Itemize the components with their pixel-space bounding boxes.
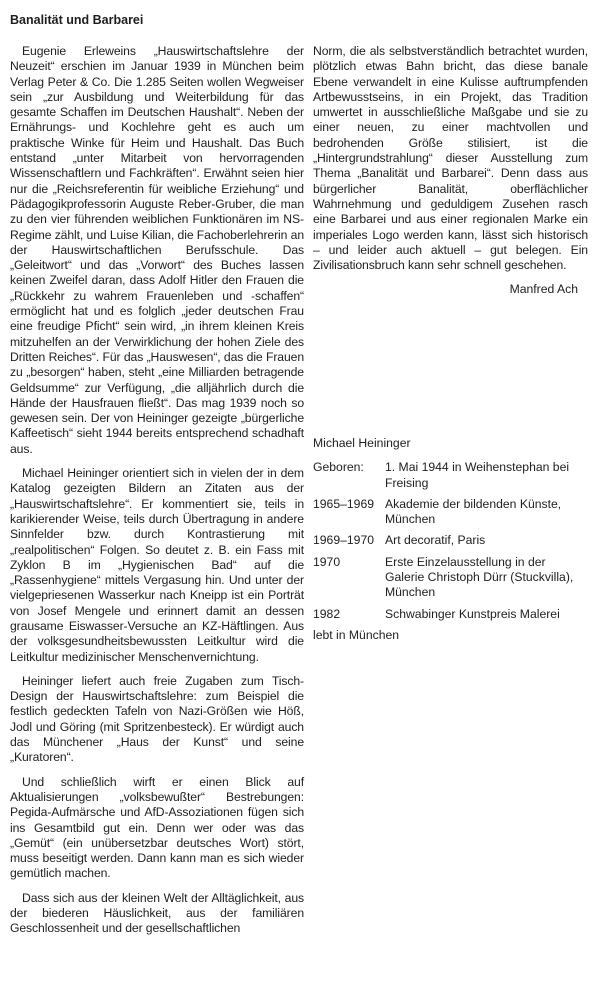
paragraph-5: Dass sich aus der kleinen Welt der Alltäglichkeit, aus der biederen Häuslichkeit, aus der familiären Geschlossenheit und der gesellschaftlichen xyxy=(10,890,304,936)
author-signature: Manfred Ach xyxy=(509,282,578,297)
bio-entry xyxy=(313,555,588,601)
bio-label: 1970 xyxy=(313,554,341,569)
article-title: Banalität und Barbarei xyxy=(10,13,144,27)
left-column xyxy=(10,44,304,946)
bio-label: 1969–1970 xyxy=(313,533,375,548)
bio-value: Erste Einzelausstellung in der Galerie Christoph Dürr (Stuckvilla), München xyxy=(385,554,574,600)
bio-entry xyxy=(313,607,588,622)
bio-footer: lebt in München xyxy=(313,627,400,642)
paragraph-4: Und schließlich wirft er einen Blick auf Aktualisierungen „volksbewußter“ Bestrebungen: Pegida-Aufmärsche und AfD-Assoziationen fügen sich ins Gesamtbild gut ein. Denn wer oder was das „Gemüt“ (ein unübersetzbar deutsches Wort) stört, muss beseitigt werden. Dann kann man es sich wieder gemütlich machen. xyxy=(10,774,304,881)
bio-entry xyxy=(313,533,588,548)
bio-value: Akademie der bildenden Künste, München xyxy=(385,496,562,527)
bio-name: Michael Heininger xyxy=(313,436,411,450)
paragraph-continued: Norm, die als selbstverständlich betrachtet wurden, plötzlich etwas Bahn bricht, das diese banale Ebene verwandelt in eine Kulisse auftrumpfenden Artbewusstseins, in ein Projekt, das Tradition umwertet in ausschließliche Maßgabe und sie zu einer neuen, zu einer machtvollen und bedrohenden Größe stilisiert, ist die „Hintergrundstrahlung“ dieser Ausstellung zum Thema „Banalität und Barbarei“. Denn dass aus bürgerlicher Banalität, oberflächlicher Wahrnehmung und geduldigem Zusehen rasch eine Barbarei und aus einer regionalen Marke ein imperiales Logo werden kann, lässt sich historisch – und leider auch aktuell – gut belegen. Ein Zivilisationsbruch kann sehr schnell geschehen. xyxy=(313,44,588,273)
right-column xyxy=(313,44,588,298)
bio-entry xyxy=(313,460,588,491)
bio-label: Geboren: xyxy=(313,460,364,475)
artist-bio xyxy=(313,436,588,643)
paragraph-1: Eugenie Erleweins „Hauswirtschaftslehre der Neuzeit“ erschien im Januar 1939 in München beim Verlag Peter & Co. Die 1.285 Seiten wollen Wegweiser sein „zur Ausbildung und Weiterbildung für das gesamte Schaffen im Deutschen Haushalt“. Neben der Ernährungs- und Kochlehre geht es auch um praktische Winke für Heim und Haushalt. Das Buch entstand „unter Mitarbeit von hervorragenden Wissenschaftlern und Fachkräften“. Erwähnt seien hier nur die „Reichsreferentin für weibliche Erziehung“ und Pädagogikprofessorin Auguste Reber-Gruber, die man zu den vier führenden weiblichen Funktionären im NS-Regime zählt, und Luise Kilian, die Fachoberlehrerin an der Hauswirtschaftlichen Berufsschule. Das „Geleitwort“ und das „Vorwort“ des Buches lassen keinen Zweifel daran, dass Adolf Hitler den Frauen die „Rückkehr zu wahrem Frauenleben und -schaffen“ ermöglicht hat und es folglich „jeder deutschen Frau eine freudige Pficht“ sein wird, „in ihrem kleinen Kreis mitzuhelfen an der Verwirklichung der hohen Ziele des Dritten Reiches“. Für das „Hauswesen“, das die Frauen zu „besorgen“ haben, steht „eine Milliarden betragende Geldsumme“ zur Verfügung, „die alljährlich durch die Hände der Hausfrauen fließt“. Das mag 1939 noch so gewesen sein. Der von Heininger gezeigte „bürgerliche Kaffeetisch“ sieht 1944 bereits entsprechend schadhaft aus. xyxy=(10,44,304,456)
paragraph-2: Michael Heininger orientiert sich in vielen der in dem Katalog gezeigten Bildern an Zitaten aus der „Hauswirtschaftslehre“. Er kommentiert sie, teils in karikierender Weise, teils durch Übertragung in andere Sinnfelder bzw. durch Kontrastierung mit „realpolitischen“ Folgen. So deutet z. B. ein Fass mit Zyklon B im „Hygienischen Bad“ auf die „Rassenhygiene“ mittels Vergasung hin. Und unter der vielgepriesenen Wasserkur nach Kneipp ist ein Porträt von Josef Mengele und erinnert damit an dessen grausame Eiswasser-Versuche an KZ-Häftlingen. Aus der volksgesundheitsbewussten Leitkultur wird die Leitkultur medizinischer Menschenvernichtung. xyxy=(10,466,304,664)
bio-value: Art decoratif, Paris xyxy=(385,533,486,548)
bio-value: Schwabinger Kunstpreis Malerei xyxy=(385,606,560,621)
bio-value: 1. Mai 1944 in Weihenstephan bei Freising xyxy=(385,460,570,490)
bio-entry xyxy=(313,497,588,528)
bio-label: 1982 xyxy=(313,606,341,621)
bio-label: 1965–1969 xyxy=(313,496,375,511)
paragraph-3: Heininger liefert auch freie Zugaben zum Tisch-Design der Hauswirtschaftslehre: zum Beispiel die festlich gedeckten Tafeln von Nazi-Größen wie Höß, Jodl und Göring (mit Spritzenbesteck). Er würdigt auch das Münchener „Haus der Kunst“ und seine „Kuratoren“. xyxy=(10,673,304,765)
